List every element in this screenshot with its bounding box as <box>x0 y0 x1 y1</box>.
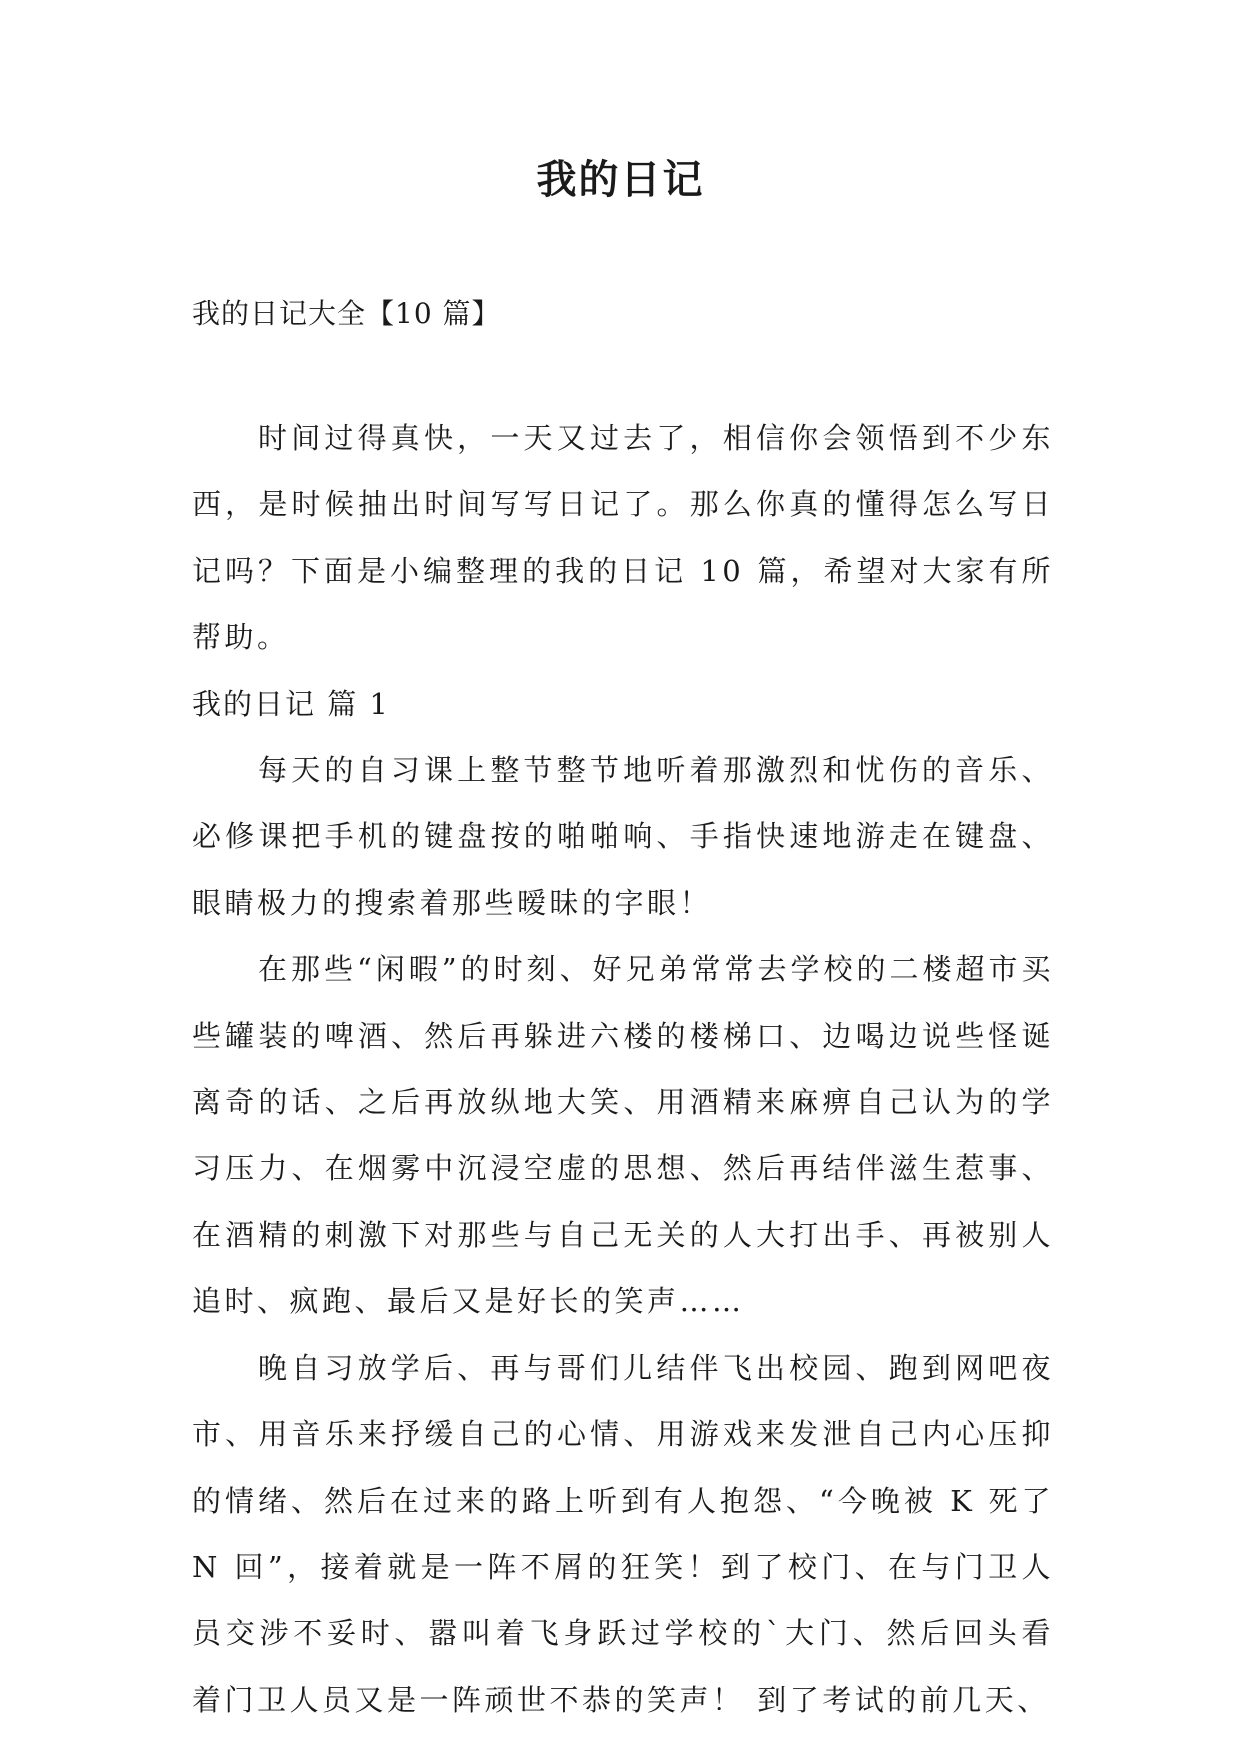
body-paragraph: 在那些“闲暇”的时刻、好兄弟常常去学校的二楼超市买些罐装的啤酒、然后再躲进六楼的楼梯口、边喝边说些怪诞离奇的话、之后再放纵地大笑、用酒精来麻痹自己认为的学习压力、在烟雾中沉浸空虚的思想、然后再结伴滋生惹事、在酒精的刺激下对那些与自己无关的人大打出手、再被别人追时、疯跑、最后又是好长的笑声…… <box>192 952 1054 1319</box>
body-paragraph: 每天的自习课上整节整节地听着那激烈和忧伤的音乐、必修课把手机的键盘按的啪啪响、手指快速地游走在键盘、眼睛极力的搜索着那些暧昧的字眼！ <box>192 753 1054 920</box>
section-heading: 我的日记 篇 1 <box>192 686 390 721</box>
document-subtitle: 我的日记大全【10 篇】 <box>192 297 501 330</box>
document-body <box>192 405 1054 1733</box>
intro-paragraph: 时间过得真快，一天又过去了，相信你会领悟到不少东西，是时候抽出时间写写日记了。那么你真的懂得怎么写日记吗？下面是小编整理的我的日记 10 篇，希望对大家有所帮助。 <box>192 421 1054 655</box>
document-title: 我的日记 <box>536 156 705 203</box>
body-paragraph: 晚自习放学后、再与哥们儿结伴飞出校园、跑到网吧夜市、用音乐来抒缓自己的心情、用游戏来发泄自己内心压抑的情绪、然后在过来的路上听到有人抱怨、“今晚被 K 死了 N 回”，接着就是一阵不屑的狂笑！到了校门、在与门卫人员交涉不妥时、嚣叫着飞身跃过学校的`大门、然后回头看着门卫人员又是一阵顽世不恭的笑声！ 到了考试的前几天、 <box>192 1350 1054 1717</box>
